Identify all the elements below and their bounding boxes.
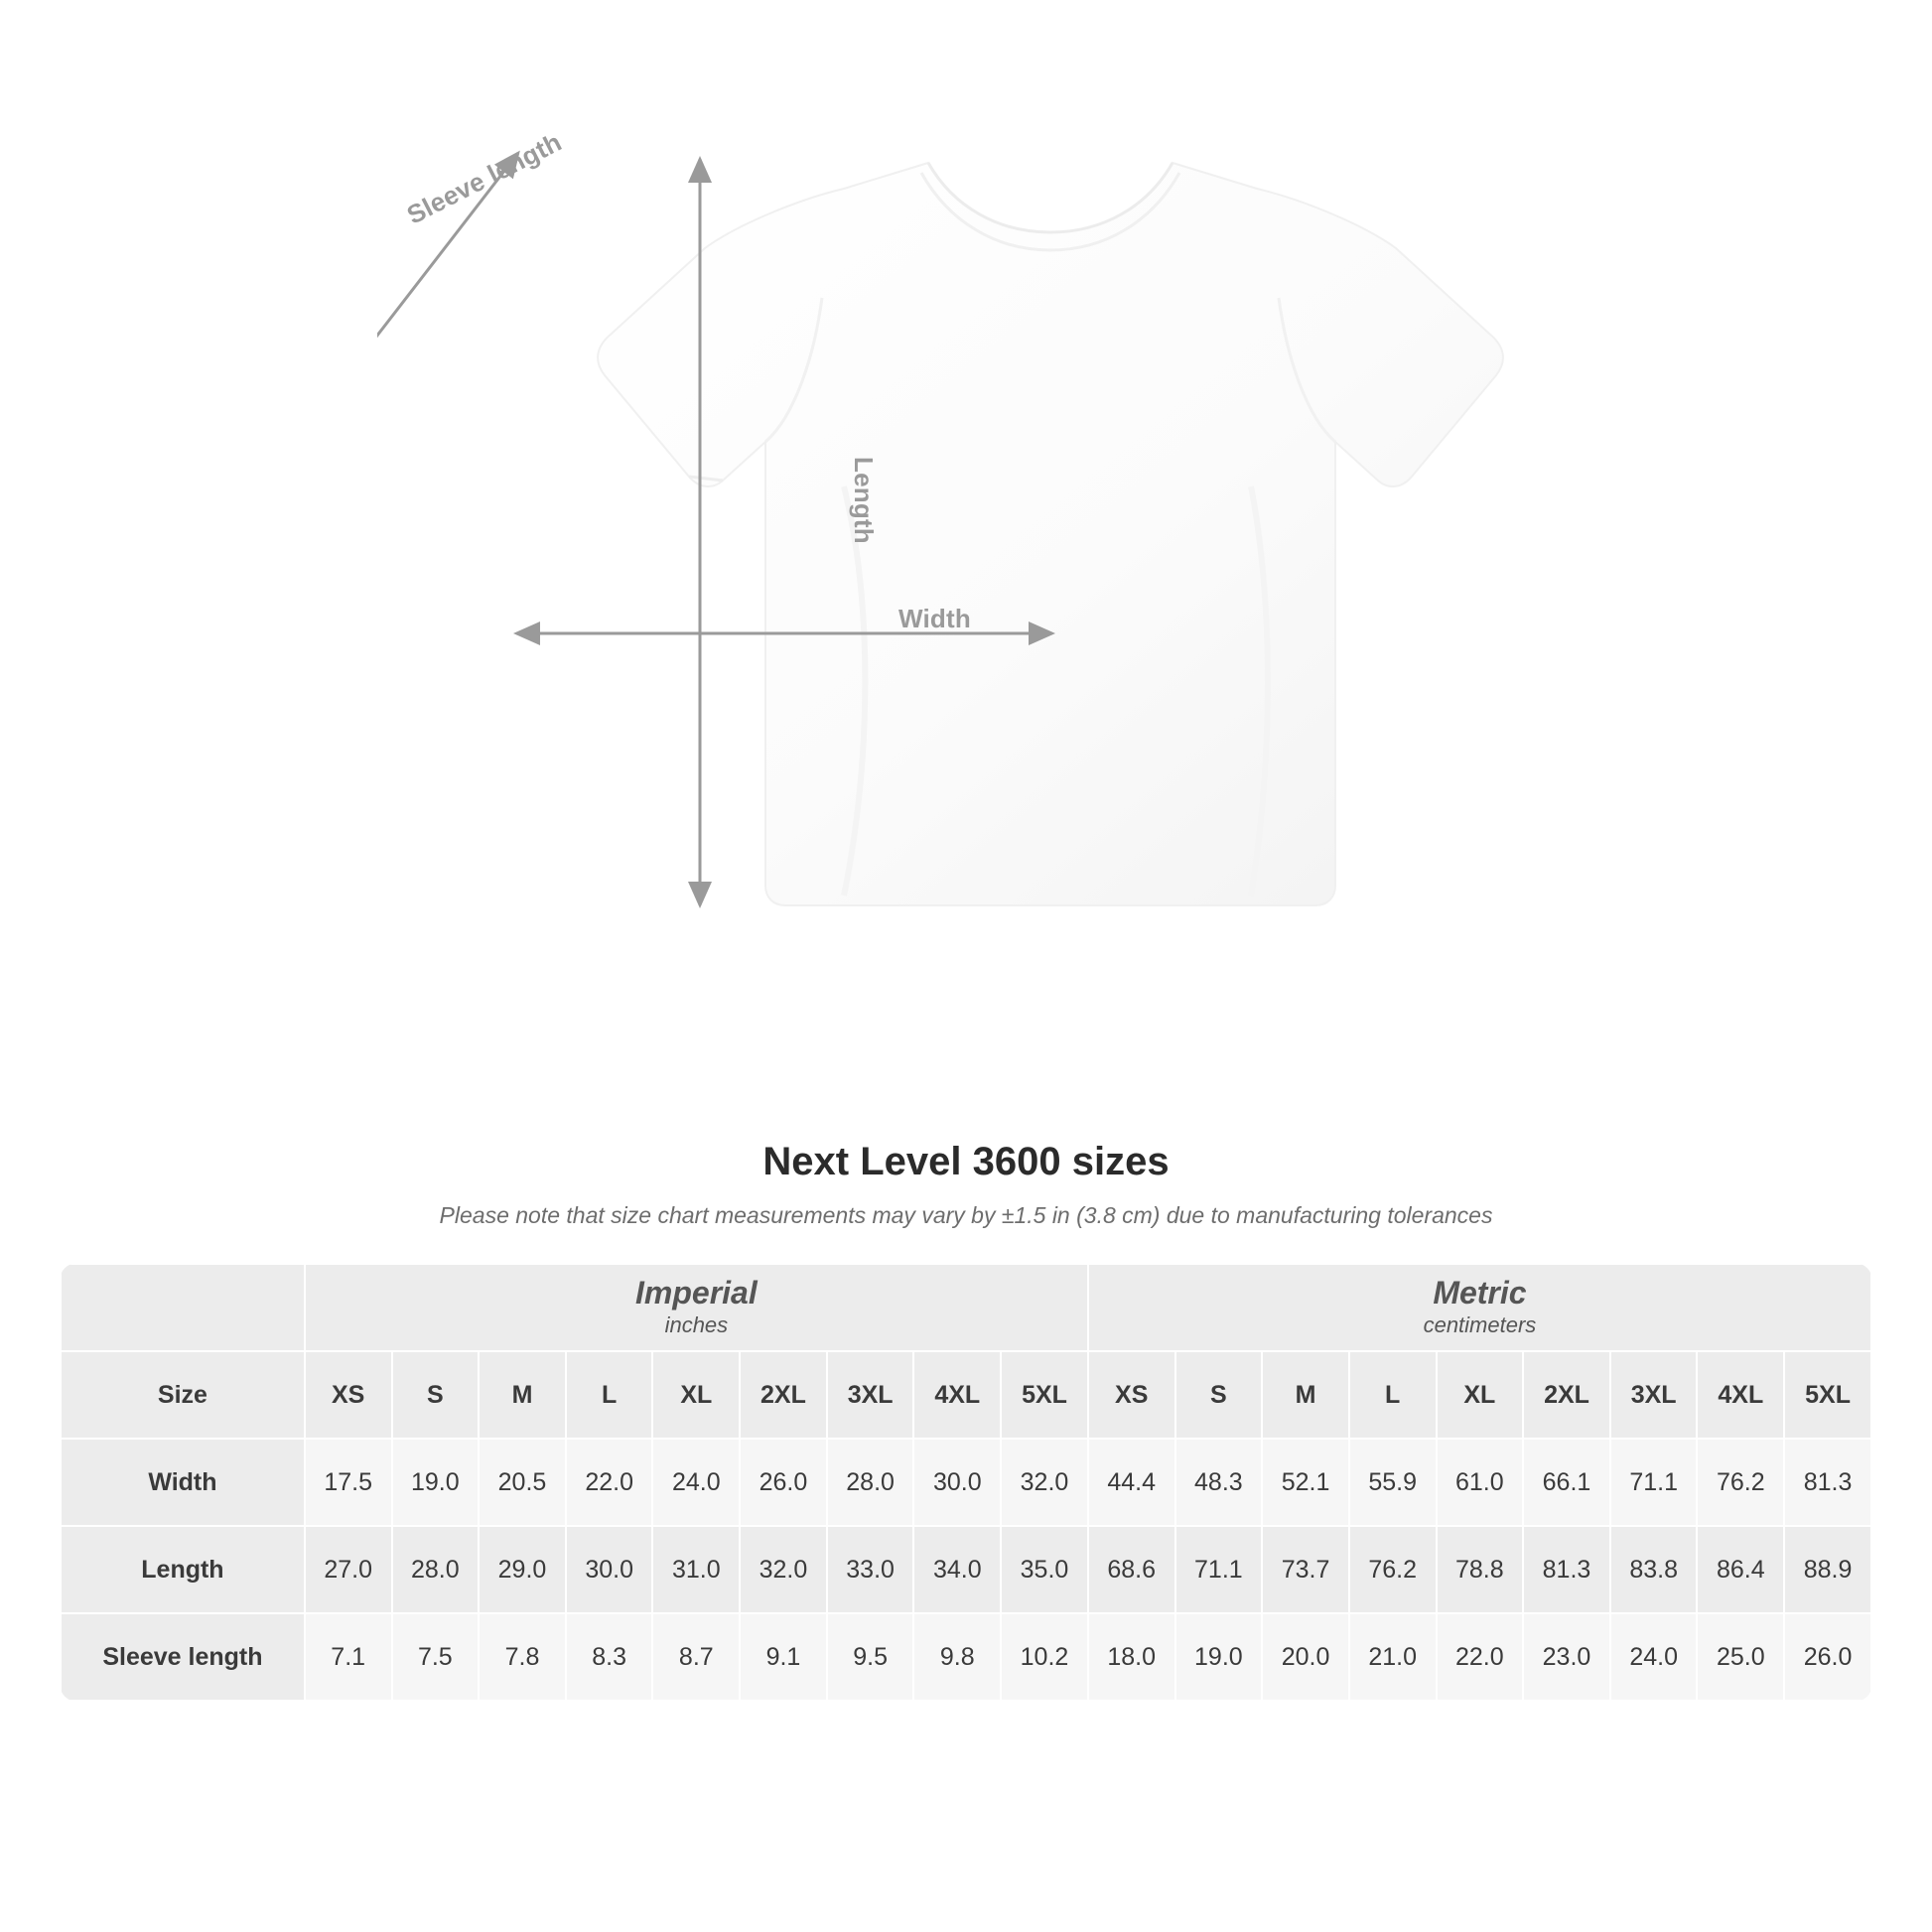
size-header-cell: M — [1262, 1351, 1349, 1439]
size-header-cell: S — [1175, 1351, 1263, 1439]
size-header-cell: XS — [1088, 1351, 1175, 1439]
cell-length: 30.0 — [566, 1526, 653, 1613]
cell-width: 61.0 — [1437, 1439, 1524, 1526]
size-header-cell: S — [392, 1351, 480, 1439]
cell-sleeve: 23.0 — [1523, 1613, 1610, 1701]
cell-sleeve: 20.0 — [1262, 1613, 1349, 1701]
size-header-cell: 2XL — [1523, 1351, 1610, 1439]
cell-width: 22.0 — [566, 1439, 653, 1526]
cell-length: 81.3 — [1523, 1526, 1610, 1613]
cell-sleeve: 18.0 — [1088, 1613, 1175, 1701]
size-label-cell: Size — [61, 1351, 305, 1439]
size-header-cell: 3XL — [827, 1351, 914, 1439]
annotation-width: Width — [898, 604, 971, 633]
size-header-cell: XL — [652, 1351, 740, 1439]
size-header-cell: 4XL — [913, 1351, 1001, 1439]
unit-group-metric — [1088, 1264, 1871, 1351]
cell-width: 66.1 — [1523, 1439, 1610, 1526]
cell-width: 17.5 — [305, 1439, 392, 1526]
cell-sleeve: 26.0 — [1784, 1613, 1871, 1701]
size-header-cell: L — [566, 1351, 653, 1439]
cell-length: 28.0 — [392, 1526, 480, 1613]
annotation-length: Length — [849, 457, 879, 544]
unit-group-imperial — [305, 1264, 1088, 1351]
cell-sleeve: 24.0 — [1610, 1613, 1698, 1701]
cell-width: 28.0 — [827, 1439, 914, 1526]
table-row — [61, 1613, 1871, 1701]
size-header-cell: 3XL — [1610, 1351, 1698, 1439]
cell-sleeve: 21.0 — [1349, 1613, 1437, 1701]
cell-length: 27.0 — [305, 1526, 392, 1613]
cell-sleeve: 7.8 — [479, 1613, 566, 1701]
cell-length: 29.0 — [479, 1526, 566, 1613]
tshirt-icon — [377, 149, 1569, 1102]
size-table-container — [60, 1263, 1872, 1702]
size-header-cell: XS — [305, 1351, 392, 1439]
cell-width: 30.0 — [913, 1439, 1001, 1526]
cell-length: 32.0 — [740, 1526, 827, 1613]
page-title: Next Level 3600 sizes — [762, 1140, 1170, 1183]
cell-sleeve: 25.0 — [1697, 1613, 1784, 1701]
cell-length: 83.8 — [1610, 1526, 1698, 1613]
cell-length: 68.6 — [1088, 1526, 1175, 1613]
row-label-width: Width — [61, 1439, 305, 1526]
cell-length: 35.0 — [1001, 1526, 1088, 1613]
cell-sleeve: 22.0 — [1437, 1613, 1524, 1701]
cell-sleeve: 9.8 — [913, 1613, 1001, 1701]
cell-length: 33.0 — [827, 1526, 914, 1613]
cell-width: 71.1 — [1610, 1439, 1698, 1526]
cell-sleeve: 8.7 — [652, 1613, 740, 1701]
size-header-cell: 2XL — [740, 1351, 827, 1439]
cell-width: 19.0 — [392, 1439, 480, 1526]
size-header-row — [61, 1351, 1871, 1439]
cell-length: 76.2 — [1349, 1526, 1437, 1613]
size-header-cell: L — [1349, 1351, 1437, 1439]
cell-length: 73.7 — [1262, 1526, 1349, 1613]
cell-width: 24.0 — [652, 1439, 740, 1526]
size-header-cell: 5XL — [1001, 1351, 1088, 1439]
cell-width: 55.9 — [1349, 1439, 1437, 1526]
annotation-sleeve-length: Sleeve length — [402, 126, 567, 230]
unit-metric-name: Metric — [1433, 1275, 1527, 1311]
chart-heading — [0, 1140, 1932, 1229]
size-header-cell: 4XL — [1697, 1351, 1784, 1439]
corner-cell — [61, 1264, 305, 1351]
cell-sleeve: 9.5 — [827, 1613, 914, 1701]
unit-header-row — [61, 1264, 1871, 1351]
cell-width: 20.5 — [479, 1439, 566, 1526]
unit-imperial-name: Imperial — [635, 1275, 758, 1311]
shirt-body — [598, 163, 1503, 905]
cell-width: 76.2 — [1697, 1439, 1784, 1526]
cell-width: 48.3 — [1175, 1439, 1263, 1526]
row-label-sleeve-length: Sleeve length — [61, 1613, 305, 1701]
table-row — [61, 1526, 1871, 1613]
unit-imperial-sub: inches — [664, 1312, 729, 1338]
cell-width: 32.0 — [1001, 1439, 1088, 1526]
cell-length: 88.9 — [1784, 1526, 1871, 1613]
cell-sleeve: 9.1 — [740, 1613, 827, 1701]
cell-width: 52.1 — [1262, 1439, 1349, 1526]
cell-width: 26.0 — [740, 1439, 827, 1526]
cell-sleeve: 19.0 — [1175, 1613, 1263, 1701]
cell-sleeve: 7.5 — [392, 1613, 480, 1701]
table-row — [61, 1439, 1871, 1526]
cell-length: 78.8 — [1437, 1526, 1524, 1613]
cell-sleeve: 7.1 — [305, 1613, 392, 1701]
size-header-cell: M — [479, 1351, 566, 1439]
tolerance-note: Please note that size chart measurements may vary by ±1.5 in (3.8 cm) due to manufacturing tolerances — [439, 1202, 1493, 1228]
size-table — [60, 1263, 1872, 1702]
row-label-length: Length — [61, 1526, 305, 1613]
cell-length: 71.1 — [1175, 1526, 1263, 1613]
cell-sleeve: 10.2 — [1001, 1613, 1088, 1701]
unit-metric-sub: centimeters — [1423, 1312, 1537, 1338]
size-header-cell: XL — [1437, 1351, 1524, 1439]
size-header-cell: 5XL — [1784, 1351, 1871, 1439]
cell-width: 81.3 — [1784, 1439, 1871, 1526]
cell-length: 86.4 — [1697, 1526, 1784, 1613]
cell-length: 34.0 — [913, 1526, 1001, 1613]
cell-width: 44.4 — [1088, 1439, 1175, 1526]
tshirt-diagram — [377, 149, 1569, 1102]
cell-sleeve: 8.3 — [566, 1613, 653, 1701]
cell-length: 31.0 — [652, 1526, 740, 1613]
